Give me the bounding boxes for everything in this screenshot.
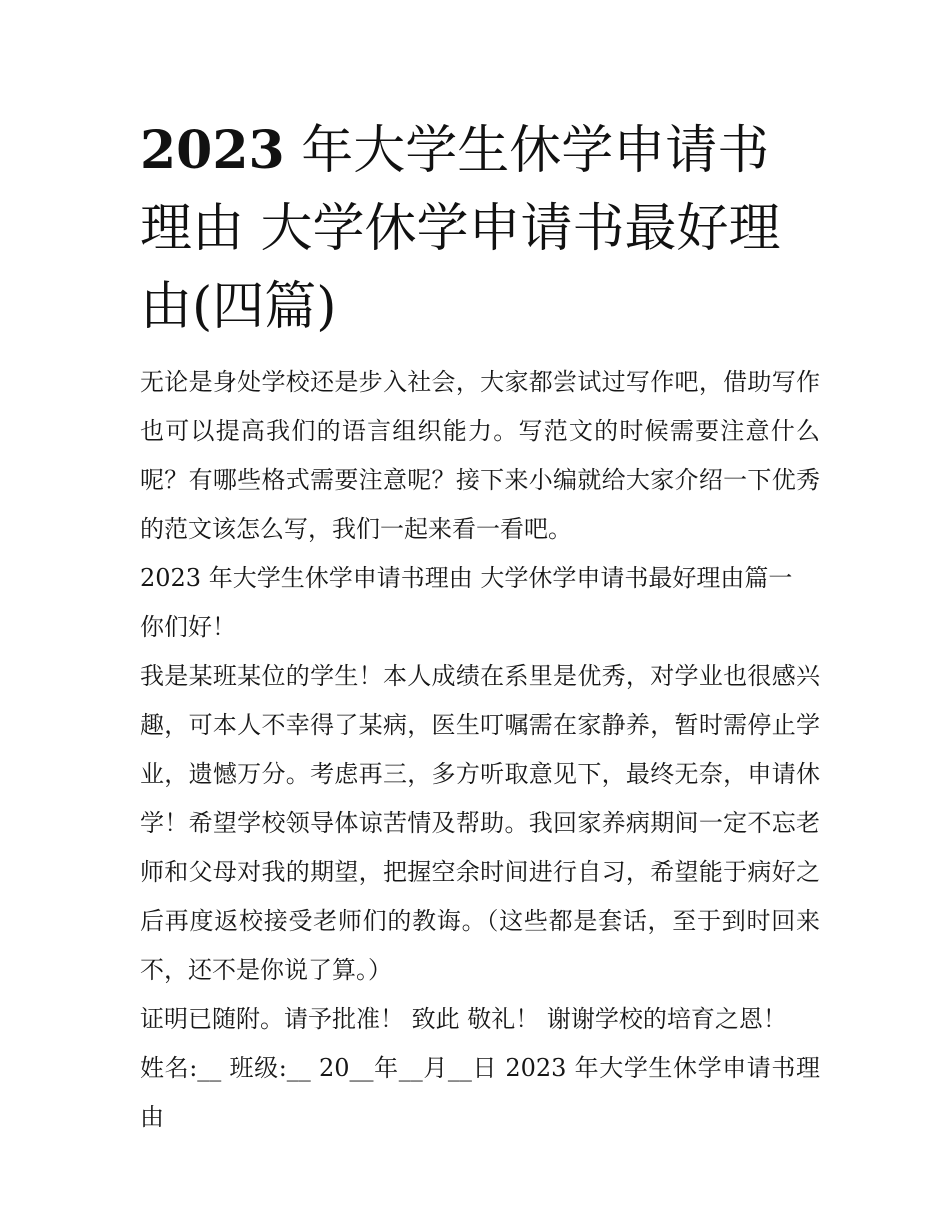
intro-paragraph: 无论是身处学校还是步入社会，大家都尝试过写作吧，借助写作也可以提高我们的语言组织能力。写范文的时候需要注意什么呢？有哪些格式需要注意呢？接下来小编就给大家介绍一下优秀的范文该怎么写，我们一起来看一看吧。 — [140, 368, 820, 543]
salutation: 你们好！ — [140, 613, 236, 641]
title-text: 年大学生休学申请书理由 大学休学申请书最好理由(四篇) — [140, 121, 781, 337]
document-body — [140, 358, 820, 1142]
closing-line: 证明已随附。请予批准！ 致此 敬礼！ 谢谢学校的培育之恩！ — [140, 1005, 787, 1033]
letter-body-paragraph: 我是某班某位的学生！本人成绩在系里是优秀，对学业也很感兴趣，可本人不幸得了某病，医生叮嘱需在家静养，暂时需停止学业，遗憾万分。考虑再三，多方听取意见下，最终无奈，申请休学！希望学校领导体谅苦情及帮助。我回家养病期间一定不忘老师和父母对我的期望，把握空余时间进行自习，希望能于病好之后再度返校接受老师们的教诲。（这些都是套话，至于到时回来不，还不是你说了算。） — [140, 662, 820, 984]
page-title — [140, 112, 820, 346]
section-heading: 2023 年大学生休学申请书理由 大学休学申请书最好理由篇一 — [140, 564, 793, 592]
signature-line: 姓名:__ 班级:__ 20__年__月__日 2023 年大学生休学申请书理由 — [140, 1054, 820, 1131]
title-year: 2023 — [140, 120, 285, 181]
